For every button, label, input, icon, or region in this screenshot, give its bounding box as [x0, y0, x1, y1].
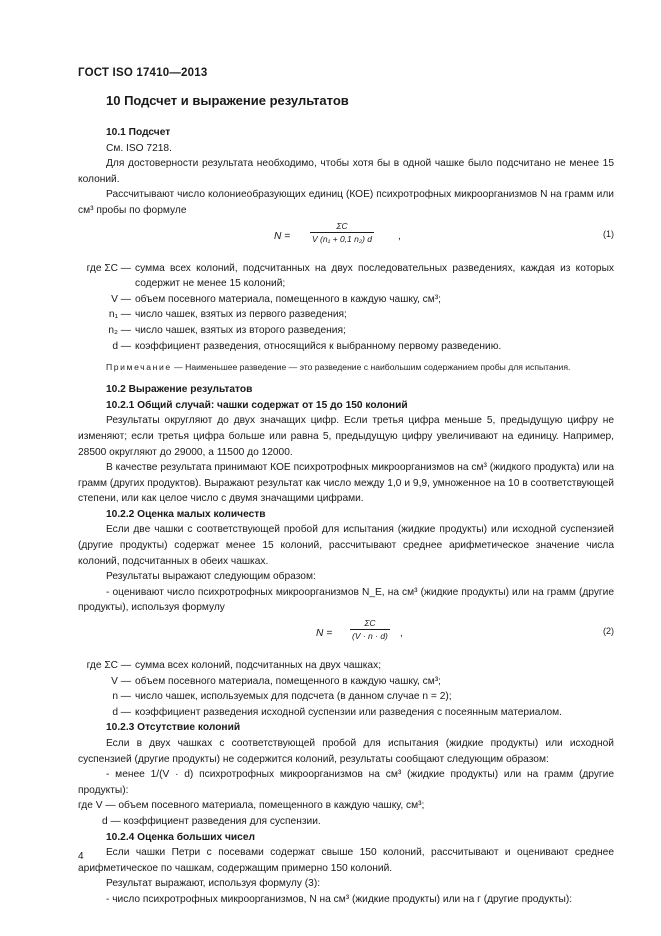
reference-text: См. ISO 7218. [106, 142, 172, 154]
where-symbol: где ΣC — [86, 660, 131, 672]
formula-lhs: N = [316, 628, 333, 640]
where-symbol: n — [112, 691, 131, 703]
formula-denominator: (V · n · d) [352, 631, 388, 642]
where-item [78, 705, 614, 721]
subsection-10-2-4-title: 10.2.4 Оценка больших чисел [106, 831, 255, 843]
paragraph: Если в двух чашках с соответствующей пробой для испытания (жидкие продукты) или исходной суспензией (другие продукты) не содержится колоний, результаты сообщают следующим образом: [78, 738, 614, 765]
paragraph: Результаты выражают следующим образом: [106, 571, 316, 583]
formula-numerator: ΣC [310, 221, 374, 233]
where-item [78, 261, 614, 292]
where-text: число чашек, взятых из первого разведения; [135, 309, 347, 321]
paragraph: Для достоверности результата необходимо, чтобы хотя бы в одной чашке было подсчитано не менее 15 колоний. [78, 158, 614, 185]
where-text: объем посевного материала, помещенного в каждую чашку, см³; [135, 293, 441, 305]
standard-header: ГОСТ ISO 17410—2013 [78, 67, 208, 79]
where-symbol: d — [112, 340, 131, 352]
where-item [78, 689, 614, 705]
where-item [78, 658, 614, 674]
subsection-10-2-title: 10.2 Выражение результатов [106, 384, 253, 396]
formula-denominator: V (n₁ + 0,1 n₂) d [312, 233, 373, 244]
paragraph: - число психротрофных микроорганизмов, N на см³ (жидкие продукты) или на г (другие продукты): [106, 893, 573, 905]
section-title: 10 Подсчет и выражение результатов [106, 93, 349, 108]
paragraph: - менее 1/(V · d) психротрофных микроорганизмов на см³ (жидкие продукты) или на грамм (другие продукты): [78, 769, 614, 796]
where-text: где V — объем посевного материала, помещенного в каждую чашку, см³; [78, 800, 425, 812]
where-text: число чашек, используемых для подсчета (в данном случае n = 2); [135, 691, 452, 703]
paragraph: Результаты округляют до двух значащих цифр. Если третья цифра меньше 5, предыдущую цифру не изменяют; если третья цифра больше или равна 5, предыдущую цифру увеличивают на единицу. Например, 28500 округляют до 29000, а 11500 до 12000. [78, 415, 614, 458]
formula-1 [78, 221, 614, 257]
page-content [78, 125, 614, 908]
where-symbol: n₂ — [108, 324, 131, 336]
where-text: коэффициент разведения исходной суспензии или разведения с посеянным материалом. [135, 706, 563, 718]
where-text: d — коэффициент разведения для суспензии. [102, 815, 321, 827]
paragraph: - оценивают число психротрофных микроорганизмов N_E, на см³ (жидкие продукты) или на грамм (другие продукты), используя формулу [78, 586, 614, 614]
subsection-10-2-3-title: 10.2.3 Отсутствие колоний [106, 722, 241, 734]
where-text: число чашек, взятых из второго разведения; [135, 324, 346, 336]
note [78, 361, 614, 373]
subsection-10-2-2-title: 10.2.2 Оценка малых количеств [106, 508, 266, 520]
paragraph: Если две чашки с соответствующей пробой для испытания (жидкие продукты) или исходной суспензией (другие продукты) содержат менее 15 колоний, рассчитывают среднее арифметическое значение числа колоний, подсчитанных в обеих чашках. [78, 524, 614, 567]
formula-lhs: N = [274, 230, 291, 242]
formula-comma: , [400, 628, 403, 640]
where-symbol: где ΣC — [86, 262, 131, 274]
where-symbol: V — [111, 293, 131, 305]
paragraph: Результат выражают, используя формулу (3): [106, 878, 321, 890]
where-text: объем посевного материала, помещенного в каждую чашку, см³; [135, 675, 441, 687]
paragraph: Если чашки Петри с посевами содержат свыше 150 колоний, рассчитывают и оценивают среднее арифметическое по чашкам, содержащим примерно 150 колоний. [78, 847, 614, 874]
subsection-10-1-title: 10.1 Подсчет [106, 127, 171, 138]
note-label: Примечание [106, 362, 172, 373]
formula-2 [78, 618, 614, 654]
formula-fraction [350, 618, 390, 642]
where-item [78, 307, 614, 323]
formula-comma: , [398, 230, 401, 242]
where-text: коэффициент разведения, относящийся к выбранному первому разведению. [135, 340, 502, 352]
where-symbol: n₁ — [108, 309, 131, 321]
where-text: сумма всех колоний, подсчитанных на двух последовательных разведениях, каждая из которых содержит не менее 15 колоний; [135, 262, 614, 290]
formula-fraction [310, 221, 374, 245]
paragraph: В качестве результата принимают КОЕ психротрофных микроорганизмов на см³ (жидкого продукта) или на грамм (других продуктов). Выражают результат как число между 1,0 и 9,9, умноженное на 10 в соответствующей степени, или как целое число с двумя значащими цифрами. [78, 462, 614, 505]
where-item [78, 674, 614, 690]
where-item [78, 323, 614, 339]
where-item [78, 339, 614, 355]
where-text: сумма всех колоний, подсчитанных на двух чашках; [135, 660, 382, 672]
paragraph: Рассчитывают число колониеобразующих единиц (КОЕ) психротрофных микроорганизмов N на грамм или см³ пробы по формуле [78, 189, 614, 216]
note-text: — Наименьшее разведение — это разведение с наибольшим содержанием пробы для испытания. [171, 362, 571, 373]
page-number: 4 [78, 851, 84, 862]
formula-numerator: ΣC [350, 618, 390, 630]
where-item [78, 292, 614, 308]
subsection-10-2-1-title: 10.2.1 Общий случай: чашки содержат от 15 до 150 колоний [106, 399, 408, 411]
where-symbol: V — [111, 675, 131, 687]
formula-number: (1) [603, 228, 614, 239]
formula-number: (2) [603, 626, 614, 637]
where-symbol: d — [112, 706, 131, 718]
